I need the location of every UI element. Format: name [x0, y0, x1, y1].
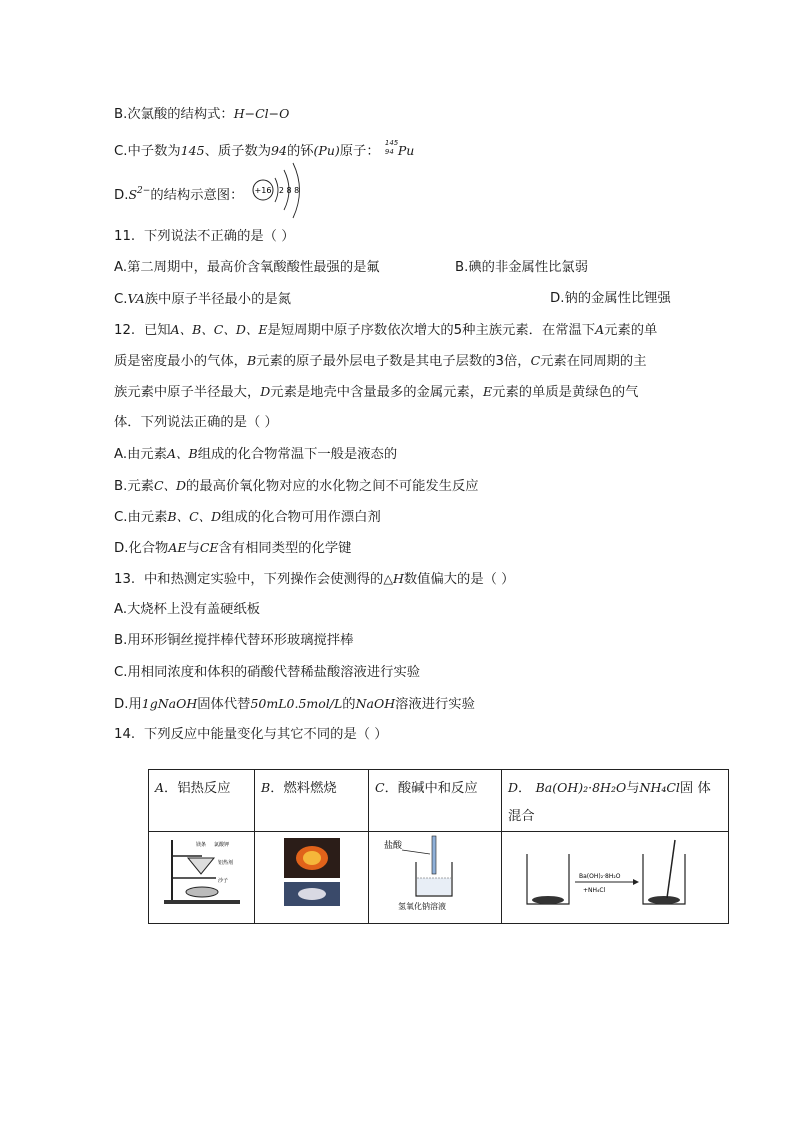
q14-options-table — [148, 769, 729, 924]
q14-cell-d: D． Ba(OH)₂·8H₂O与NH₄Cl固 体 混合 — [502, 770, 729, 832]
q12-stem-line1: 12. 已知A、B、C、D、E是短周期中原子序数依次增大的5种主族元素．在常温下A元素的单 — [114, 322, 658, 338]
svg-text:氯酸钾: 氯酸钾 — [213, 842, 229, 848]
svg-text:镁条: 镁条 — [195, 842, 206, 848]
sulfide-ion-structure-diagram — [248, 160, 308, 222]
q12-option-c: C.由元素B、C、D组成的化合物可用作漂白剂 — [114, 509, 381, 525]
nucleus-charge: +16 — [254, 186, 272, 195]
q12-stem-line3: 族元素中原子半径最大，D元素是地壳中含量最多的金属元素，E元素的单质是黄绿色的气 — [114, 384, 639, 400]
q14-stem: 14. 下列反应中能量变化与其它不同的是（ ） — [114, 727, 388, 742]
q10-option-b: B.次氯酸的结构式：H−Cl−O — [114, 106, 290, 122]
svg-text:铝热剂: 铝热剂 — [217, 860, 233, 866]
q14-image-a — [149, 832, 255, 924]
q11-option-d: D.钠的金属性比锂强 — [550, 291, 671, 306]
q14-cell-a: A．铝热反应 — [149, 770, 255, 832]
q12-option-d: D.化合物AE与CE含有相同类型的化学键 — [114, 540, 352, 556]
q11-stem: 11. 下列说法不正确的是（ ） — [114, 229, 295, 244]
q13-option-c: C.用相同浓度和体积的硝酸代替稀盐酸溶液进行实验 — [114, 665, 421, 680]
q12-stem-line2: 质是密度最小的气体，B元素的原子最外层电子数是其电子层数的3倍，C元素在同周期的主 — [114, 353, 647, 369]
q13-option-a: A.大烧杯上没有盖硬纸板 — [114, 602, 261, 617]
q13-option-b: B.用环形铜丝搅拌棒代替环形玻璃搅拌棒 — [114, 633, 354, 648]
q14-image-c — [369, 832, 502, 924]
svg-text:+NH₄Cl: +NH₄Cl — [583, 887, 606, 894]
q10-option-c: C.中子数为145、质子数为94的钚(Pu)原子： 145 94 Pu — [114, 135, 414, 162]
endothermic-mixing-image — [515, 834, 715, 910]
q14-cell-b: B．燃料燃烧 — [255, 770, 369, 832]
electron-shells: 2 8 8 — [278, 186, 300, 195]
svg-text:氢氧化钠溶液: 氢氧化钠溶液 — [398, 902, 446, 911]
q10-option-d: $D.S^{2-}$的结构示意图： — [114, 186, 244, 203]
nuclide-notation: 145 94 — [384, 139, 399, 156]
q11-option-b: B.碘的非金属性比氯弱 — [455, 260, 589, 275]
thermite-apparatus-image — [156, 834, 248, 910]
svg-text:沙子: 沙子 — [217, 878, 228, 884]
q14-image-b — [255, 832, 369, 924]
q14-image-d — [502, 832, 729, 924]
neutralization-beaker-image — [380, 832, 490, 912]
q14-cell-c: C．酸碱中和反应 — [369, 770, 502, 832]
gas-stove-flame-image — [282, 836, 342, 908]
q13-option-d: D.用1gNaOH固体代替50mL0.5mol/L的NaOH溶液进行实验 — [114, 696, 475, 712]
q12-stem-line4: 体．下列说法正确的是（ ） — [114, 415, 278, 430]
q11-option-a: A.第二周期中，最高价含氧酸酸性最强的是氟 — [114, 260, 380, 275]
q12-option-b: B.元素C、D的最高价氧化物对应的水化物之间不可能发生反应 — [114, 478, 479, 494]
q12-option-a: A.由元素A、B组成的化合物常温下一般是液态的 — [114, 446, 398, 462]
q11-option-c: C.VA族中原子半径最小的是氮 — [114, 291, 291, 307]
q13-stem: 13. 中和热测定实验中，下列操作会使测得的△H数值偏大的是（ ） — [114, 571, 515, 587]
svg-text:Ba(OH)₂·8H₂O: Ba(OH)₂·8H₂O — [579, 873, 621, 880]
svg-text:盐酸: 盐酸 — [384, 841, 403, 851]
